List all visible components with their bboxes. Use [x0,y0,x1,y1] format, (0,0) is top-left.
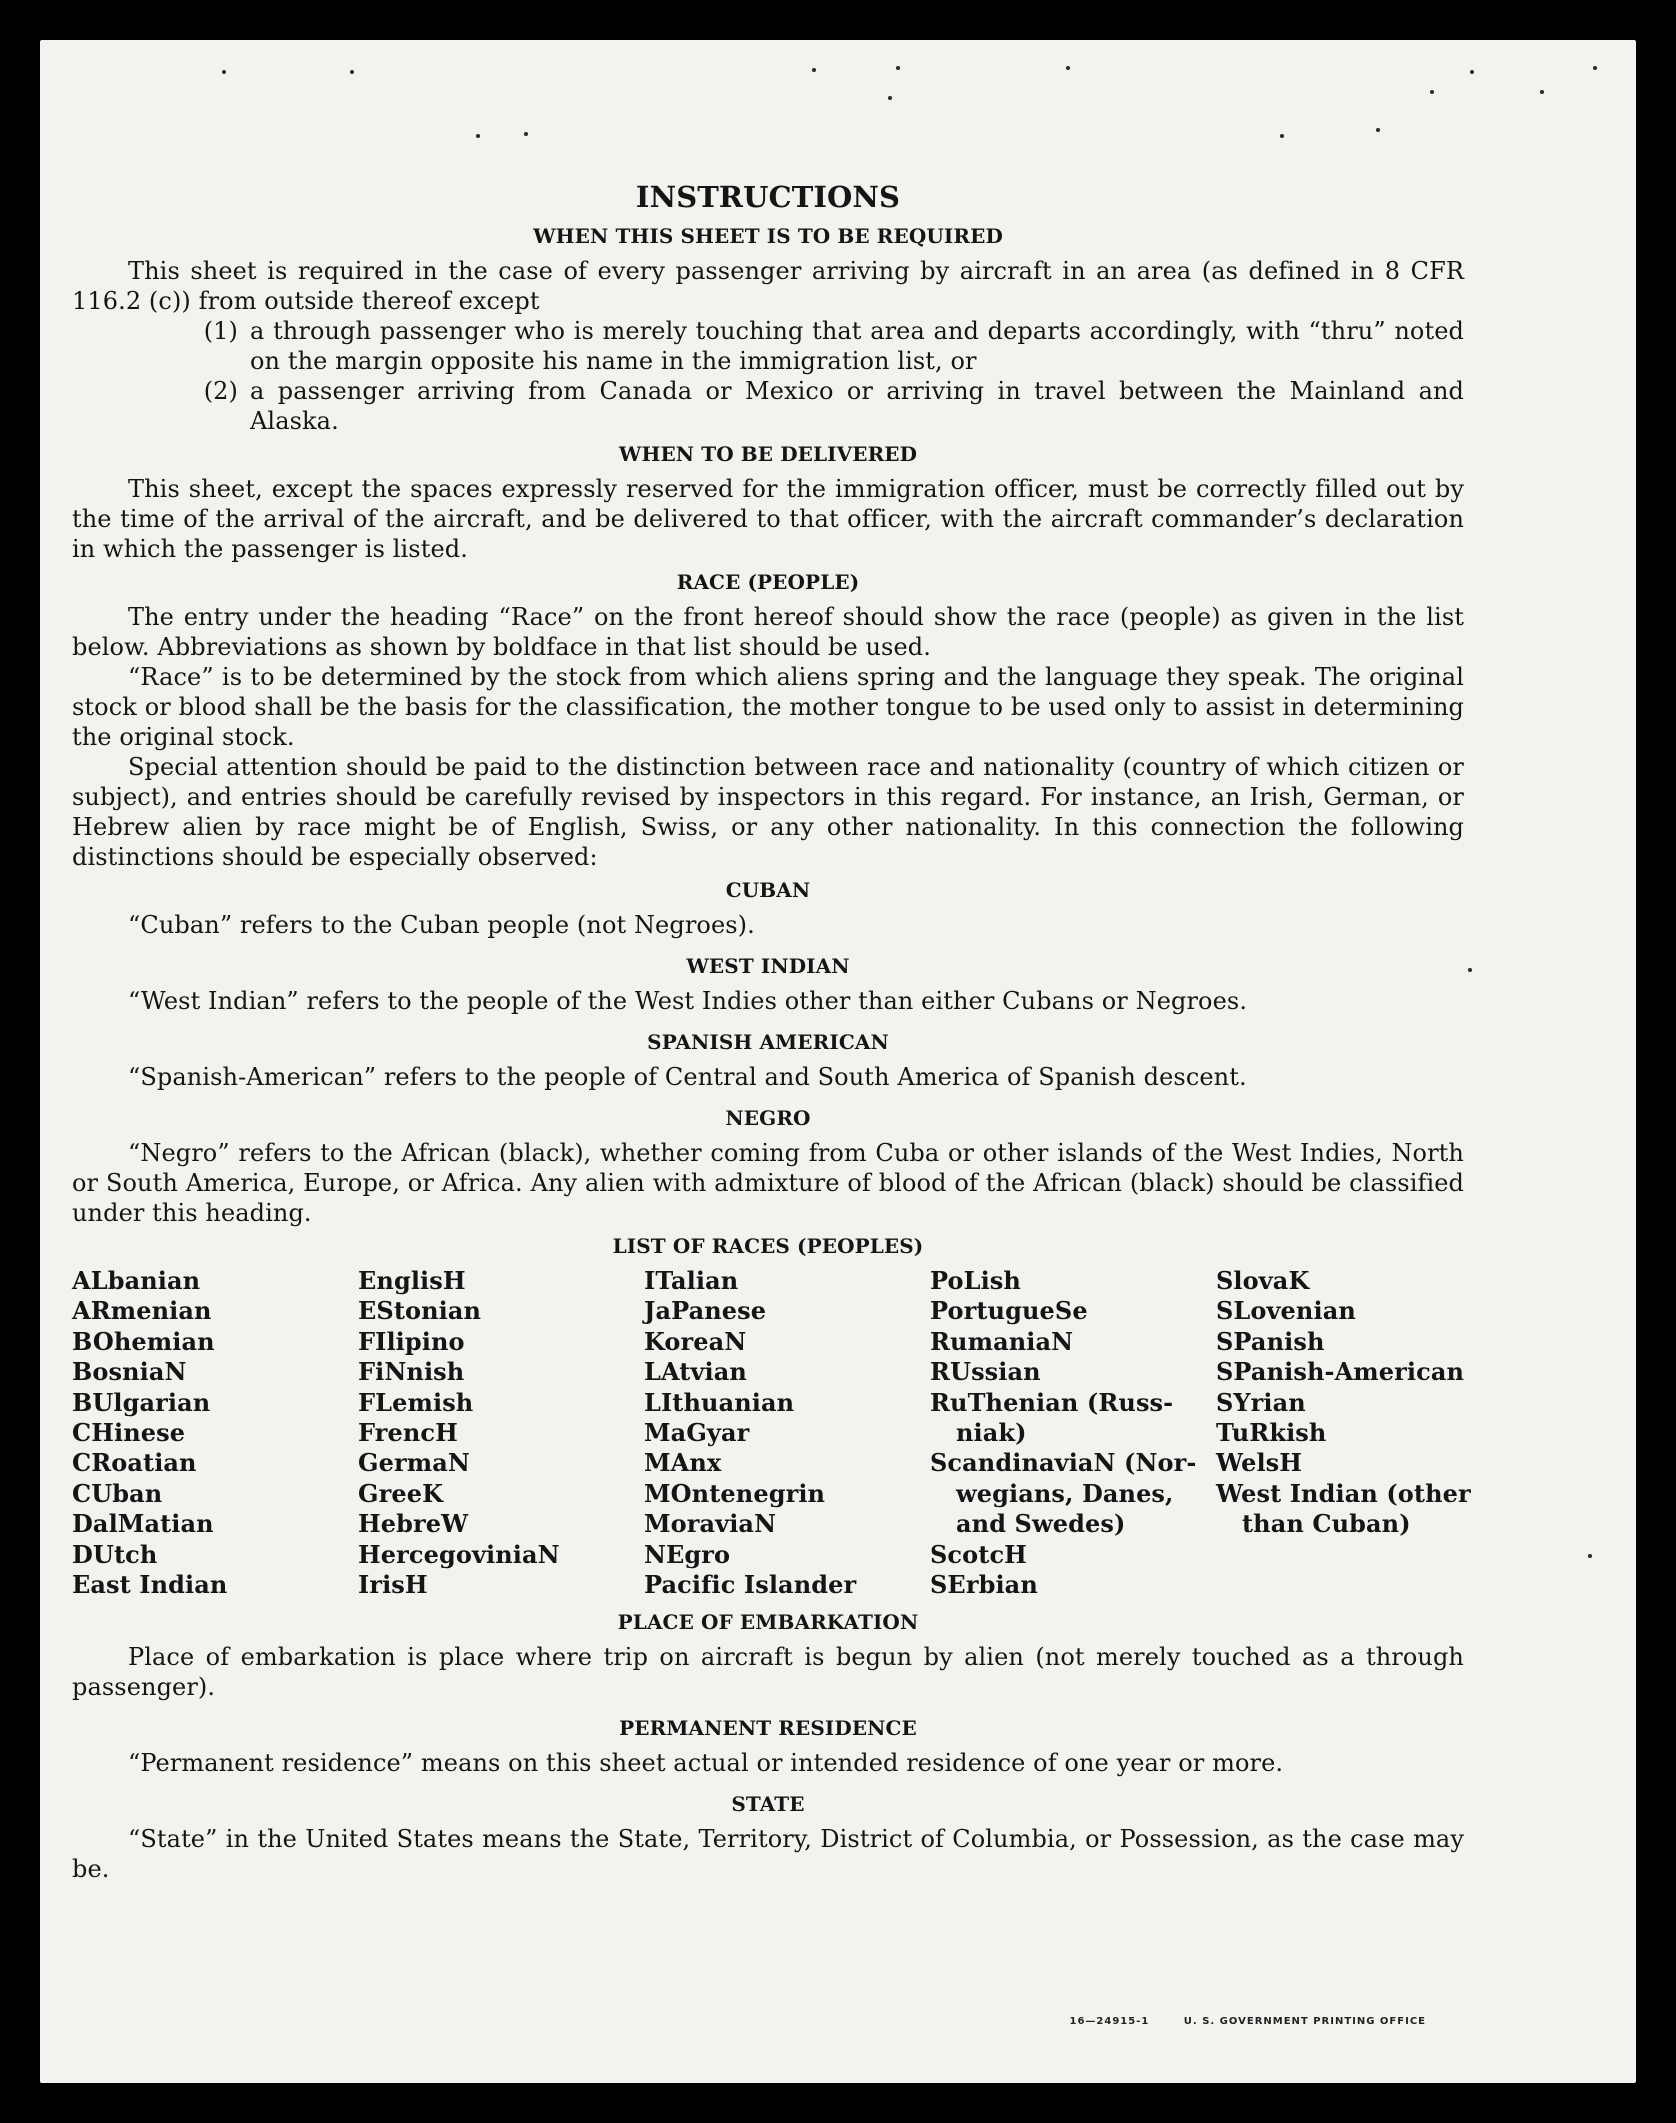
list-item: wegians, Danes, [956,1478,1174,1508]
scan-speck [896,66,900,70]
list-item: LIthuanian [644,1387,795,1417]
list-item: FIlipino [358,1326,465,1356]
list-item: SPanish-American [1216,1357,1465,1387]
list-item: CHinese [72,1418,186,1448]
list-item: DalMatian [72,1509,214,1539]
section-heading-residence: PERMANENT RESIDENCE [619,1716,917,1741]
scan-speck [1540,90,1544,94]
scan-speck [350,70,354,74]
list-item: and Swedes) [956,1509,1126,1539]
list-item: NEgro [644,1539,731,1569]
form-number: 16—24915-1 [1069,2016,1150,2027]
races-column-3 [644,1266,930,1600]
list-item: WelsH [1216,1448,1303,1478]
printer-imprint: U. S. GOVERNMENT PRINTING OFFICE [1183,2016,1426,2027]
exception-text: a through passenger who is merely touching that area and departs accordingly, with “thru” noted on the margin opposite his name in the immigration list, or [250,317,1464,375]
west-indian-text: “West Indian” refers to the people of the West Indies other than either Cubans or Negroes. [128,987,1248,1015]
section-heading-when-required: WHEN THIS SHEET IS TO BE REQUIRED [533,224,1003,248]
list-item [72,316,1464,376]
list-item: East Indian [72,1570,228,1600]
section-heading-race: RACE (PEOPLE) [676,570,860,594]
list-item: ITalian [644,1266,739,1295]
negro-text: “Negro” refers to the African (black), whether coming from Cuba or other islands of the West Indies, North or South America, Europe, or Africa. Any alien with admixture of blood of the African (black) should be classified under this heading. [72,1139,1464,1227]
when-required-intro: This sheet is required in the case of every passenger arriving by aircraft in an area (as defined in 8 CFR 116.2 (c)) from outside thereof except [72,257,1464,315]
races-column-2 [358,1266,644,1600]
list-item: than Cuban) [1242,1509,1411,1539]
scan-speck [524,132,528,136]
race-paragraph: Special attention should be paid to the distinction between race and nationality (country of which citizen or subject), and entries should be carefully revised by inspectors in this regard. For instance, an Irish, German, or Hebrew alien by race might be of English, Swiss, or any other nationality. In this connection the following distinctions should be especially observed: [72,753,1464,871]
list-item: PortugueSe [930,1296,1088,1326]
race-paragraph: The entry under the heading “Race” on the front hereof should show the race (people) as given in the list below. Abbreviations as shown by boldface in that list should be used. [72,603,1464,661]
spanish-american-text: “Spanish-American” refers to the people of Central and South America of Spanish descent. [128,1063,1247,1091]
list-item: MoraviaN [644,1509,777,1539]
list-item: MAnx [644,1448,722,1478]
list-item: SErbian [930,1570,1038,1600]
list-item: FrencH [358,1418,458,1448]
list-item: LAtvian [644,1357,747,1387]
when-delivered-text: This sheet, except the spaces expressly reserved for the immigration officer, must be correctly filled out by the time of the arrival of the aircraft, and be delivered to that officer, with the aircraft commander’s declaration in which the passenger is listed. [72,475,1464,563]
section-heading-embarkation: PLACE OF EMBARKATION [617,1610,919,1635]
list-item: FiNnish [358,1357,465,1387]
list-item: West Indian (other [1216,1478,1471,1508]
list-item: JaPanese [644,1296,767,1326]
residence-text: “Permanent residence” means on this sheet actual or intended residence of one year or more. [128,1749,1284,1778]
list-item: GermaN [358,1448,470,1478]
list-item: RUssian [930,1357,1041,1387]
scan-speck [1470,70,1474,74]
exceptions-list [72,316,1464,436]
scan-speck [1066,66,1070,70]
list-item: ARmenian [72,1296,212,1326]
instructions-text [72,180,1471,1884]
list-item: Pacific Islander [644,1570,857,1600]
exception-number: (1) [203,317,238,345]
list-item: TuRkish [1216,1418,1327,1448]
list-item: HebreW [358,1509,469,1539]
race-paragraph: “Race” is to be determined by the stock from which aliens spring and the language they speak. The original stock or blood shall be the basis for the classification, the mother tongue to be used only to assist in determining the original stock. [72,663,1464,751]
list-item: BosniaN [72,1357,187,1387]
list-item: ScandinaviaN (Nor- [930,1448,1197,1478]
list-item: EnglisH [358,1266,466,1295]
section-heading-negro: NEGRO [725,1106,811,1130]
cuban-text: “Cuban” refers to the Cuban people (not Negroes). [128,911,755,939]
printer-footer [1039,2016,1426,2027]
scan-speck [812,68,816,72]
list-item: HercegoviniaN [358,1539,560,1569]
list-item: BUlgarian [72,1387,211,1417]
races-column-5 [1216,1266,1471,1600]
exception-number: (2) [203,377,238,405]
list-item: IrisH [358,1570,428,1600]
list-item: MOntenegrin [644,1478,826,1508]
list-item: RuThenian (Russ- [930,1387,1174,1417]
list-item: PoLish [930,1266,1021,1295]
races-list [72,1266,1471,1600]
scan-speck [1593,66,1597,70]
section-heading-list-of-races: LIST OF RACES (PEOPLES) [612,1234,924,1258]
list-item: ALbanian [72,1266,201,1295]
scan-speck [222,70,226,74]
list-item: FLemish [358,1387,474,1417]
section-heading-spanish-american: SPANISH AMERICAN [647,1030,889,1054]
section-heading-cuban: CUBAN [725,878,811,902]
list-item [72,376,1464,436]
list-item: KoreaN [644,1326,747,1356]
list-item: EStonian [358,1296,482,1326]
races-column-4 [930,1266,1216,1600]
state-text: “State” in the United States means the State, Territory, District of Columbia, or Possession, as the case may be. [72,1825,1464,1884]
page-title: INSTRUCTIONS [635,180,901,214]
list-item: SLovenian [1216,1296,1356,1326]
list-item: CRoatian [72,1448,197,1478]
list-item: SlovaK [1216,1266,1310,1295]
scan-speck [1376,128,1380,132]
list-item: SPanish [1216,1326,1325,1356]
races-column-1 [72,1266,358,1600]
scan-speck [1280,134,1284,138]
list-item: DUtch [72,1539,158,1569]
list-item: niak) [956,1418,1027,1448]
embarkation-text: Place of embarkation is place where trip on aircraft is begun by alien (not merely touched as a through passenger). [72,1643,1464,1702]
list-item: SYrian [1216,1387,1306,1417]
exception-text: a passenger arriving from Canada or Mexico or arriving in travel between the Mainland and Alaska. [250,377,1464,435]
section-heading-west-indian: WEST INDIAN [686,954,850,978]
list-item: ScotcH [930,1539,1027,1569]
list-item: RumaniaN [930,1326,1074,1356]
list-item: MaGyar [644,1418,750,1448]
scan-speck [1430,90,1434,94]
scan-speck [888,96,892,100]
scan-speck [1588,1554,1592,1558]
scan-speck [476,134,480,138]
section-heading-when-delivered: WHEN TO BE DELIVERED [618,442,918,466]
scan-speck [1468,968,1472,972]
list-item: BOhemian [72,1326,215,1356]
list-item: CUban [72,1478,163,1508]
section-heading-state: STATE [731,1792,805,1817]
list-item: GreeK [358,1478,444,1508]
